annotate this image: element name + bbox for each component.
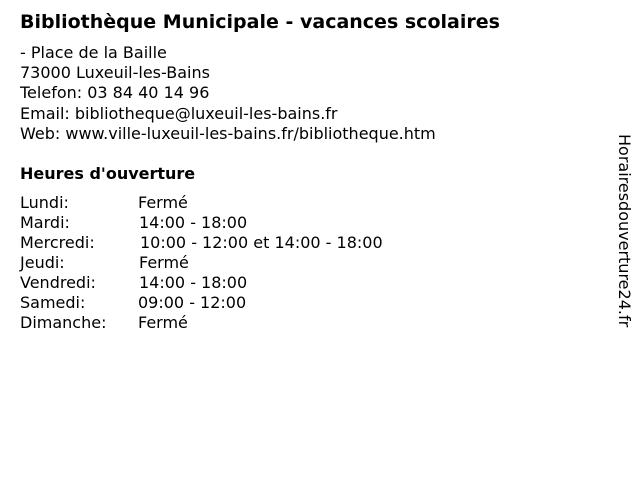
website-url: Web: www.ville-luxeuil-les-bains.fr/bibliotheque.htm (20, 123, 436, 143)
phone-number: Telefon: 03 84 40 14 96 (20, 83, 210, 103)
time-value: Fermé (138, 193, 188, 212)
day-label: Samedi: (20, 293, 86, 312)
email-address: Email: bibliotheque@luxeuil-les-bains.fr (20, 103, 338, 123)
city-address: 73000 Luxeuil-les-Bains (20, 63, 210, 83)
time-value: Fermé (139, 253, 189, 272)
time-value: 10:00 - 12:00 et 14:00 - 18:00 (140, 233, 383, 252)
day-label: Jeudi: (20, 253, 65, 272)
hours-heading: Heures d'ouverture (20, 164, 196, 183)
day-label: Vendredi: (20, 273, 96, 292)
street-address: - Place de la Baille (20, 43, 167, 62)
time-value: Fermé (138, 313, 188, 332)
time-value: 09:00 - 12:00 (138, 293, 247, 312)
day-label: Mardi: (20, 213, 70, 232)
time-value: 14:00 - 18:00 (139, 213, 248, 232)
address-block (20, 43, 436, 144)
day-label: Lundi: (20, 193, 69, 212)
page-title: Bibliothèque Municipale - vacances scolaires (20, 11, 500, 33)
day-label: Mercredi: (20, 233, 95, 252)
site-watermark: Horairesdouverture24.fr (615, 134, 634, 328)
time-value: 14:00 - 18:00 (139, 273, 248, 292)
day-label: Dimanche: (20, 313, 107, 332)
